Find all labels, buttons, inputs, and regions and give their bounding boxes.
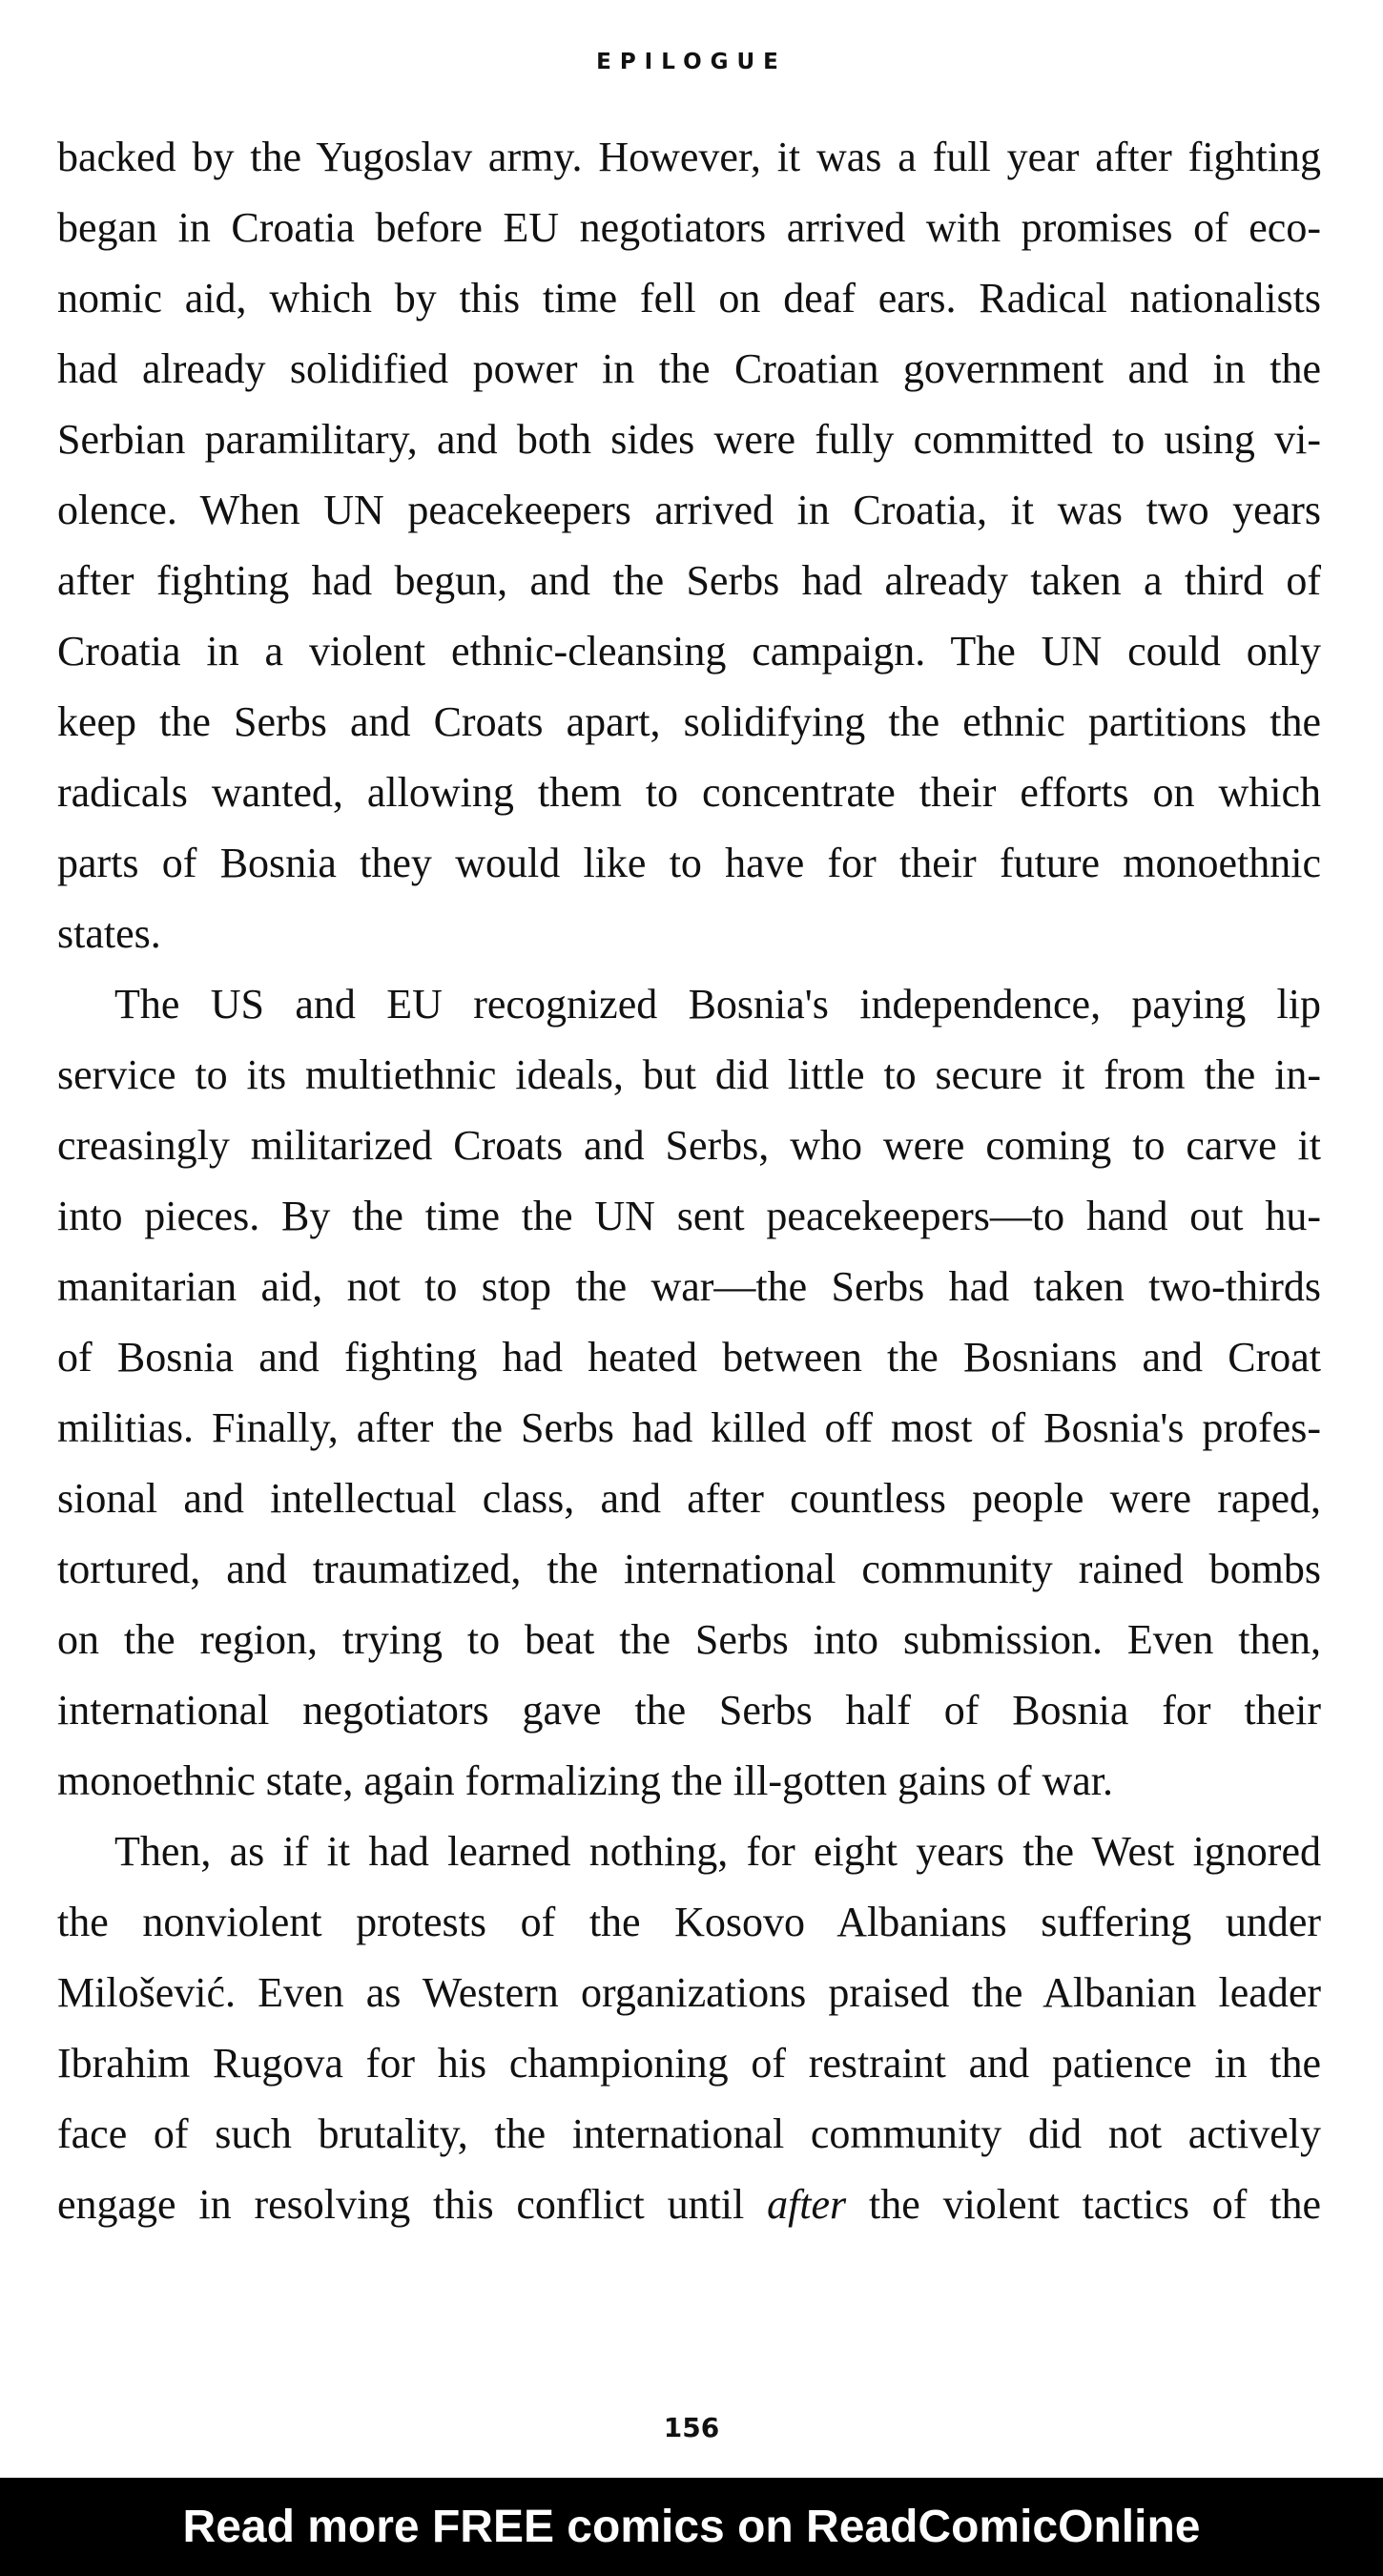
text-line: on the region, trying to beat the Serbs into submission. Even then, [57, 1616, 1321, 1663]
text-line [57, 2170, 1321, 2240]
paragraph [57, 122, 1321, 969]
text-line: Then, as if it had learned nothing, for eight years the West ignored [114, 1828, 1321, 1875]
promo-banner[interactable] [0, 2478, 1383, 2576]
text-line: parts of Bosnia they would like to have for their future monoethnic [57, 840, 1321, 886]
text-segment: the violent tactics of the [846, 2181, 1321, 2228]
text-line: Ibrahim Rugova for his championing of restraint and patience in the [57, 2040, 1321, 2087]
text-line: monoethnic state, again formalizing the ill-gotten gains of war. [57, 1757, 1114, 1804]
text-line: creasingly militarized Croats and Serbs, who were coming to carve it [57, 1122, 1321, 1169]
text-line: olence. When UN peacekeepers arrived in Croatia, it was two years [57, 487, 1321, 533]
text-line: backed by the Yugoslav army. However, it was a full year after fighting [57, 134, 1321, 180]
running-head: EPILOGUE [596, 50, 787, 74]
text-line: service to its multiethnic ideals, but did little to secure it from the in- [57, 1051, 1321, 1098]
text-line: face of such brutality, the international community did not actively [57, 2110, 1321, 2157]
text-line: states. [57, 910, 161, 957]
text-line: Serbian paramilitary, and both sides were fully committed to using vi- [57, 416, 1321, 463]
italic-emphasis: after [767, 2181, 847, 2228]
text-line: radicals wanted, allowing them to concentrate their efforts on which [57, 769, 1321, 816]
text-line: began in Croatia before EU negotiators arrived with promises of eco- [57, 204, 1321, 251]
text-line: militias. Finally, after the Serbs had killed off most of Bosnia's profes- [57, 1404, 1321, 1451]
text-segment: engage in resolving this conflict until [57, 2181, 768, 2228]
text-line: sional and intellectual class, and after countless people were raped, [57, 1475, 1321, 1522]
text-line: the nonviolent protests of the Kosovo Albanians suffering under [57, 1899, 1321, 1945]
promo-banner-link[interactable]: Read more FREE comics on ReadComicOnline [182, 2502, 1201, 2552]
page-number: 156 [663, 2412, 720, 2443]
text-line: after fighting had begun, and the Serbs had already taken a third of [57, 557, 1321, 604]
text-line: tortured, and traumatized, the international community rained bombs [57, 1546, 1321, 1592]
text-line: Croatia in a violent ethnic-cleansing campaign. The UN could only [57, 628, 1321, 675]
text-line: had already solidified power in the Croatian government and in the [57, 345, 1321, 392]
paragraph [57, 969, 1321, 1817]
text-line: manitarian aid, not to stop the war—the Serbs had taken two-thirds [57, 1263, 1321, 1310]
text-line: Milošević. Even as Western organizations praised the Albanian leader [57, 1969, 1321, 2016]
text-line: The US and EU recognized Bosnia's independence, paying lip [114, 981, 1321, 1028]
text-line: into pieces. By the time the UN sent peacekeepers—to hand out hu- [57, 1193, 1321, 1239]
paragraph [57, 1817, 1321, 2240]
text-line: keep the Serbs and Croats apart, solidifying the ethnic partitions the [57, 698, 1321, 745]
text-line: international negotiators gave the Serbs half of Bosnia for their [57, 1687, 1321, 1734]
text-line: nomic aid, which by this time fell on deaf ears. Radical nationalists [57, 275, 1321, 322]
text-line: of Bosnia and fighting had heated between the Bosnians and Croat [57, 1334, 1321, 1381]
body-text [57, 122, 1321, 2240]
